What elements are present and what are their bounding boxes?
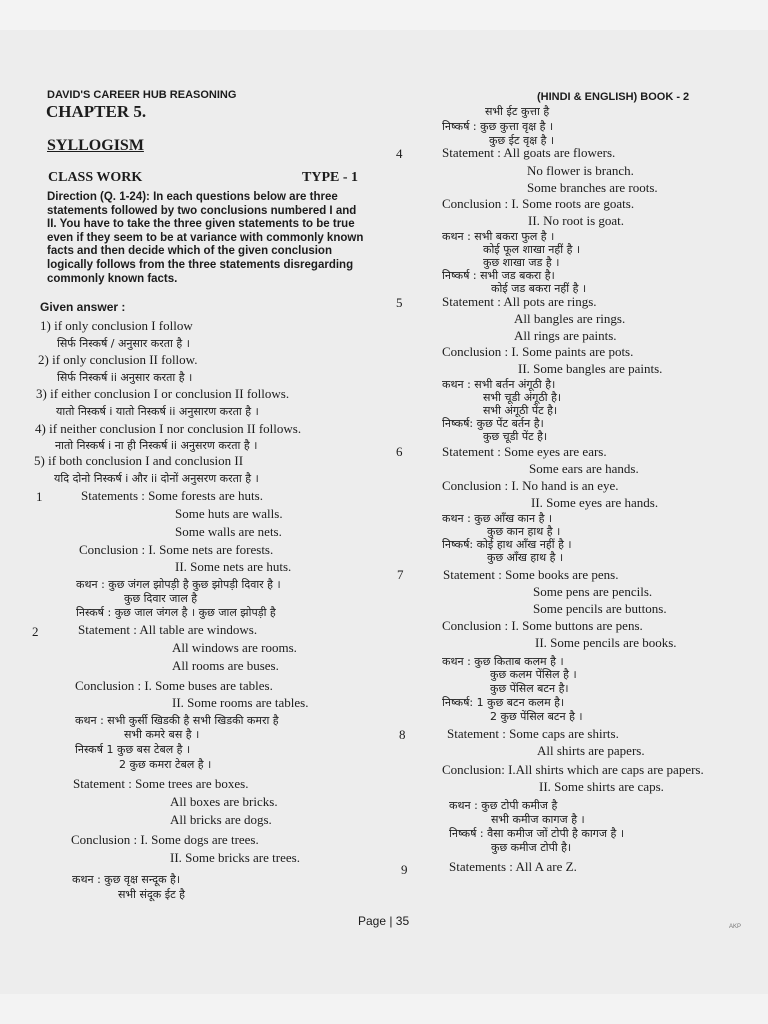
q9-statement-1: Statements : All A are Z. (449, 859, 577, 874)
q1-statement-1: Statements : Some forests are huts. (81, 488, 263, 503)
q4-conclusion-1: Conclusion : I. Some roots are goats. (442, 196, 635, 211)
page-number: Page | 35 (358, 914, 410, 928)
q2-conclusion-1: Conclusion : I. Some buses are tables. (75, 678, 273, 693)
q2-hindi-1: कथन : सभी कुर्सी खिडकी है सभी खिडकी कमरा है (75, 714, 279, 727)
q9-number: 9 (401, 862, 408, 877)
q7-hindi-5: 2 कुछ पेंसिल बटन है । (490, 710, 583, 723)
option-2-hi: सिर्फ निस्कर्ष ii अनुसार करता है । (57, 371, 193, 384)
q4-statement-1: Statement : All goats are flowers. (442, 145, 616, 160)
q2-conclusion-2: II. Some rooms are tables. (172, 695, 309, 710)
q7-number: 7 (397, 567, 404, 582)
q4-hindi-4: निष्कर्ष : सभी जड बकरा है। (442, 269, 555, 282)
q8-statement-2: All shirts are papers. (537, 743, 645, 758)
q4-hindi-1: कथन : सभी बकरा फुल है । (442, 230, 555, 243)
q8-hindi-2: सभी कमीज कागज है । (491, 813, 585, 826)
q1-number: 1 (36, 489, 43, 504)
option-5-en: 5) if both conclusion I and conclusion II (34, 453, 244, 468)
q1-statement-2: Some huts are walls. (175, 506, 283, 521)
option-2-en: 2) if only conclusion II follow. (38, 352, 198, 367)
corner-mark: AKP (729, 924, 742, 930)
header-left: DAVID'S CAREER HUB REASONING (47, 89, 237, 101)
q5-statement-1: Statement : All pots are rings. (442, 294, 597, 309)
q6-number: 6 (396, 444, 403, 459)
q3-hindi-2: सभी संदूक ईट है (118, 888, 186, 901)
q2-number: 2 (32, 624, 39, 639)
q6-hindi-4: कुछ आँख हाथ है । (487, 551, 564, 564)
option-3-hi: यातो निस्कर्ष i यातो निस्कर्ष ii अनुसारण करता है । (56, 405, 259, 418)
q8-hindi-4: कुछ कमीज टोपी है। (491, 841, 572, 854)
q1-conclusion-2: II. Some nets are huts. (175, 559, 292, 574)
q2-hindi-2: सभी कमरे बस है । (124, 728, 200, 741)
q8-conclusion-2: II. Some shirts are caps. (539, 779, 664, 794)
q3-statement-2: All boxes are bricks. (170, 794, 278, 809)
q4-number: 4 (396, 146, 403, 161)
q5-conclusion-1: Conclusion : I. Some paints are pots. (442, 344, 634, 359)
q2-statement-3: All rooms are buses. (172, 658, 279, 673)
q3-hindi-1: कथन : कुछ वृक्ष सन्दूक है। (72, 873, 181, 886)
q6-hindi-1: कथन : कुछ आँख कान है । (442, 512, 553, 525)
q5-number: 5 (396, 295, 403, 310)
q2-hindi-3: निस्कर्ष 1 कुछ बस टेबल है । (75, 743, 191, 756)
q4-statement-3: Some branches are roots. (527, 180, 658, 195)
q1-hindi-3: निस्कर्ष : कुछ जाल जंगल है । कुछ जाल झोपड़ी है (76, 606, 276, 619)
given-answer-label: Given answer : (40, 300, 126, 314)
q7-hindi-2: कुछ कलम पेंसिल है । (490, 668, 577, 681)
q2-statement-2: All windows are rooms. (172, 640, 297, 655)
q1-hindi-1: कथन : कुछ जंगल झोपड़ी है कुछ झोपड़ी दिवार है । (76, 578, 281, 591)
type-label: TYPE - 1 (302, 170, 358, 185)
q3-cont-hindi-3: कुछ ईट वृक्ष है । (489, 134, 555, 147)
q3-statement-1: Statement : Some trees are boxes. (73, 776, 249, 791)
q5-statement-2: All bangles are rings. (514, 311, 626, 326)
chapter-title: CHAPTER 5. (46, 102, 147, 121)
q5-hindi-1: कथन : सभी बर्तन अंगूठी है। (442, 378, 556, 391)
q6-statement-2: Some ears are hands. (529, 461, 639, 476)
q4-conclusion-2: II. No root is goat. (528, 213, 625, 228)
option-5-hi: यदि दोनो निस्कर्ष i और ii दोनों अनुसरण करता है । (54, 472, 259, 485)
q7-hindi-4: निष्कर्ष: 1 कुछ बटन कलम है। (442, 696, 565, 709)
q6-conclusion-2: II. Some eyes are hands. (531, 495, 659, 510)
direction-text: Direction (Q. 1-24): In each questions below are three statements followed by two conclusions numbered I and II. You have to take the three given statements to be true even if they seem to be at variance with commonly known facts and then decide which of the given conclusion logically follows from the three statements disregarding commonly known facts. (47, 191, 364, 285)
q5-hindi-2: सभी चूडी अंगूठी है। (483, 391, 562, 404)
q7-conclusion-1: Conclusion : I. Some buttons are pens. (442, 618, 643, 633)
q8-number: 8 (399, 727, 406, 742)
q5-hindi-4: निष्कर्ष: कुछ पेंट बर्तन है। (442, 417, 544, 430)
q6-hindi-3: निष्कर्ष: कोई हाथ आँख नहीं है । (442, 538, 572, 551)
q7-conclusion-2: II. Some pencils are books. (535, 635, 677, 650)
q5-conclusion-2: II. Some bangles are paints. (518, 361, 663, 376)
topic-title: SYLLOGISM (47, 137, 144, 154)
option-1-en: 1) if only conclusion I follow (40, 318, 193, 333)
q6-statement-1: Statement : Some eyes are ears. (442, 444, 607, 459)
option-4-en: 4) if neither conclusion I nor conclusion II follows. (35, 421, 302, 436)
q7-statement-2: Some pens are pencils. (533, 584, 653, 599)
option-3-en: 3) if either conclusion I or conclusion II follows. (36, 386, 290, 401)
q4-hindi-2: कोई फूल शाखा नहीं है । (483, 243, 581, 256)
q2-hindi-4: 2 कुछ कमरा टेबल है । (119, 758, 212, 771)
q7-statement-3: Some pencils are buttons. (533, 601, 667, 616)
q3-conclusion-2: II. Some bricks are trees. (170, 850, 300, 865)
header-right: (HINDI & ENGLISH) BOOK - 2 (537, 91, 690, 103)
q6-conclusion-1: Conclusion : I. No hand is an eye. (442, 478, 619, 493)
q2-statement-1: Statement : All table are windows. (78, 622, 258, 637)
q3-conclusion-1: Conclusion : I. Some dogs are trees. (71, 832, 259, 847)
q6-hindi-2: कुछ कान हाथ है । (487, 525, 561, 538)
q1-hindi-2: कुछ दिवार जाल है (124, 592, 198, 605)
classwork-label: CLASS WORK (48, 170, 143, 185)
q4-statement-2: No flower is branch. (527, 163, 634, 178)
q3-statement-3: All bricks are dogs. (170, 812, 272, 827)
q8-statement-1: Statement : Some caps are shirts. (447, 726, 619, 741)
q5-hindi-3: सभी अंगूठी पेंट है। (483, 404, 558, 417)
q3-cont-hindi-1: सभी ईट कुत्ता है (485, 105, 550, 118)
q4-hindi-5: कोई जड बकरा नहीं है । (491, 282, 587, 295)
q4-hindi-3: कुछ शाखा जड है । (483, 256, 560, 269)
q7-hindi-1: कथन : कुछ किताब कलम है । (442, 655, 564, 668)
q3-cont-hindi-2: निष्कर्ष : कुछ कुत्ता वृक्ष है । (442, 120, 554, 133)
q5-hindi-5: कुछ चूडी पेंट है। (483, 430, 548, 443)
q7-statement-1: Statement : Some books are pens. (443, 567, 619, 582)
option-1-hi: सिर्फ निस्कर्ष / अनुसार करता है । (57, 337, 190, 350)
q8-conclusion-1: Conclusion: I.All shirts which are caps are papers. (442, 762, 704, 777)
q8-hindi-3: निष्कर्ष : वैसा कमीज जों टोपी है कागज है । (449, 827, 625, 840)
q1-statement-3: Some walls are nets. (175, 524, 282, 539)
q8-hindi-1: कथन : कुछ टोपी कमीज है (449, 799, 558, 812)
option-4-hi: नातो निस्कर्ष i ना ही निस्कर्ष ii अनुसरण करता है । (55, 439, 258, 452)
q5-statement-3: All rings are paints. (514, 328, 617, 343)
q7-hindi-3: कुछ पेंसिल बटन है। (490, 682, 569, 695)
q1-conclusion-1: Conclusion : I. Some nets are forests. (79, 542, 274, 557)
